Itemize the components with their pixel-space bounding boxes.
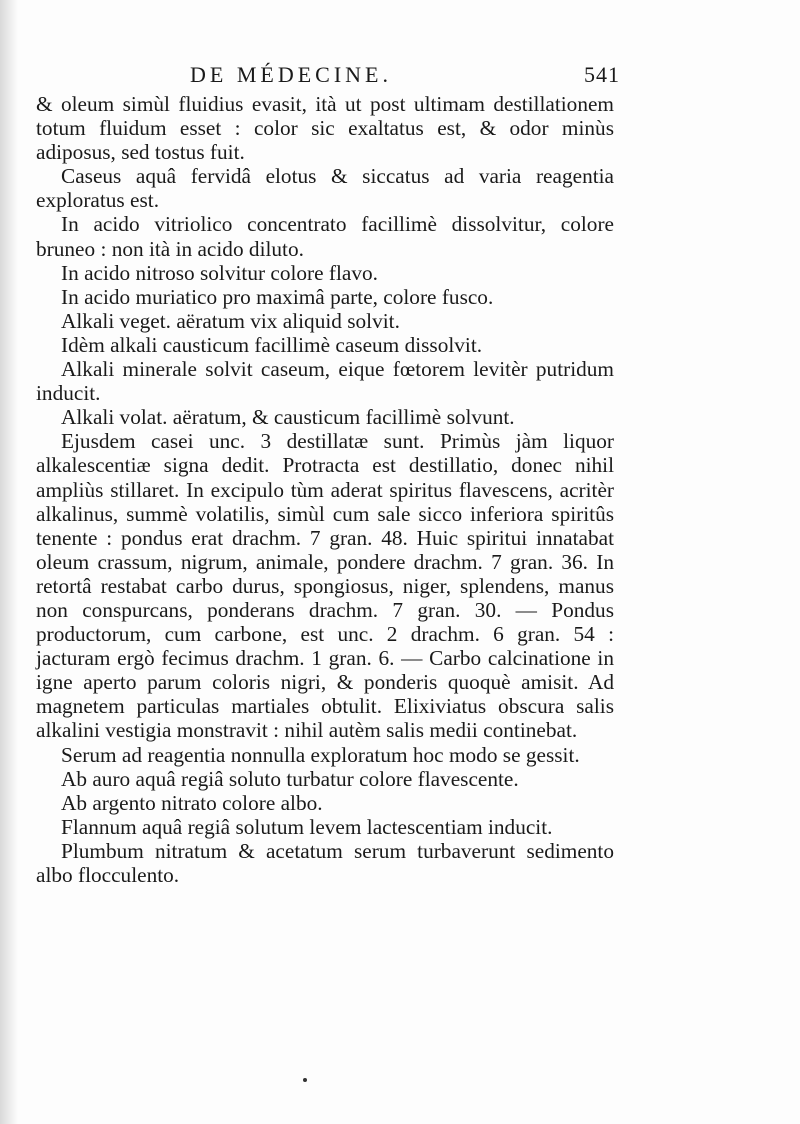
paragraph-14: Flannum aquâ regiâ solutum levem lactescentiam inducit.: [61, 814, 553, 839]
page-number: 541: [584, 62, 620, 87]
running-head: DE MÉDECINE.: [190, 62, 392, 87]
paragraph-3: In acido vitriolico concentrato facillimè dissolvitur, colore bruneo : non ità in acido diluto.: [36, 212, 614, 261]
ink-speck: [303, 1078, 307, 1082]
paragraph-12: Ab auro aquâ regiâ soluto turbatur colore flavescente.: [61, 766, 519, 791]
page-gutter-shadow: [0, 0, 18, 1124]
body-text: [36, 92, 614, 887]
paragraph-2: Caseus aquâ fervidâ elotus & siccatus ad varia reagentia exploratus est.: [36, 164, 614, 213]
paragraph-4: In acido nitroso solvitur colore flavo.: [61, 260, 379, 285]
paragraph-5: In acido muriatico pro maximâ parte, colore fusco.: [61, 284, 494, 309]
paragraph-11: Serum ad reagentia nonnulla exploratum hoc modo se gessit.: [61, 742, 580, 767]
paragraph-7: Idèm alkali causticum facillimè caseum dissolvit.: [61, 332, 483, 357]
paragraph-8: Alkali minerale solvit caseum, eique fœtorem levitèr putridum inducit.: [36, 357, 614, 406]
paragraph-15: Plumbum nitratum & acetatum serum turbaverunt sedimento albo flocculento.: [36, 838, 614, 887]
paragraph-13: Ab argento nitrato colore albo.: [61, 790, 323, 815]
paragraph-9: Alkali volat. aëratum, & causticum facillimè solvunt.: [61, 405, 515, 430]
paragraph-6: Alkali veget. aëratum vix aliquid solvit.: [61, 308, 400, 333]
paragraph-10: Ejusdem casei unc. 3 destillatæ sunt. Primùs jàm liquor alkalescentiæ signa dedit. Protracta est destillatio, donec nihil ampliùs stillaret. In excipulo tùm aderat spiritus flavescens, acritèr alkalinus, summè volatilis, simùl cum sale sicco inferiora spiritûs tenente : pondus erat drachm. 7 gran. 48. Huic spiritui innatabat oleum crassum, nigrum, animale, pondere drachm. 7 gran. 36. In retortâ restabat carbo durus, spongiosus, niger, splendens, manus non conspurcans, ponderans drachm. 7 gran. 30. — Pondus productorum, cum carbone, est unc. 2 drachm. 6 gran. 54 : jacturam ergò fecimus drachm. 1 gran. 6. — Carbo calcinatione in igne aperto parum coloris nigri, & ponderis quoquè amisit. Ad magnetem particulas martiales obtulit. Elixiviatus obscura salis alkalini vestigia monstravit : nihil autèm salis medii continebat.: [36, 429, 614, 743]
paragraph-1: & oleum simùl fluidius evasit, ità ut post ultimam destillationem totum fluidum esset : color sic exaltatus est, & odor minùs adiposus, sed tostus fuit.: [36, 92, 614, 165]
